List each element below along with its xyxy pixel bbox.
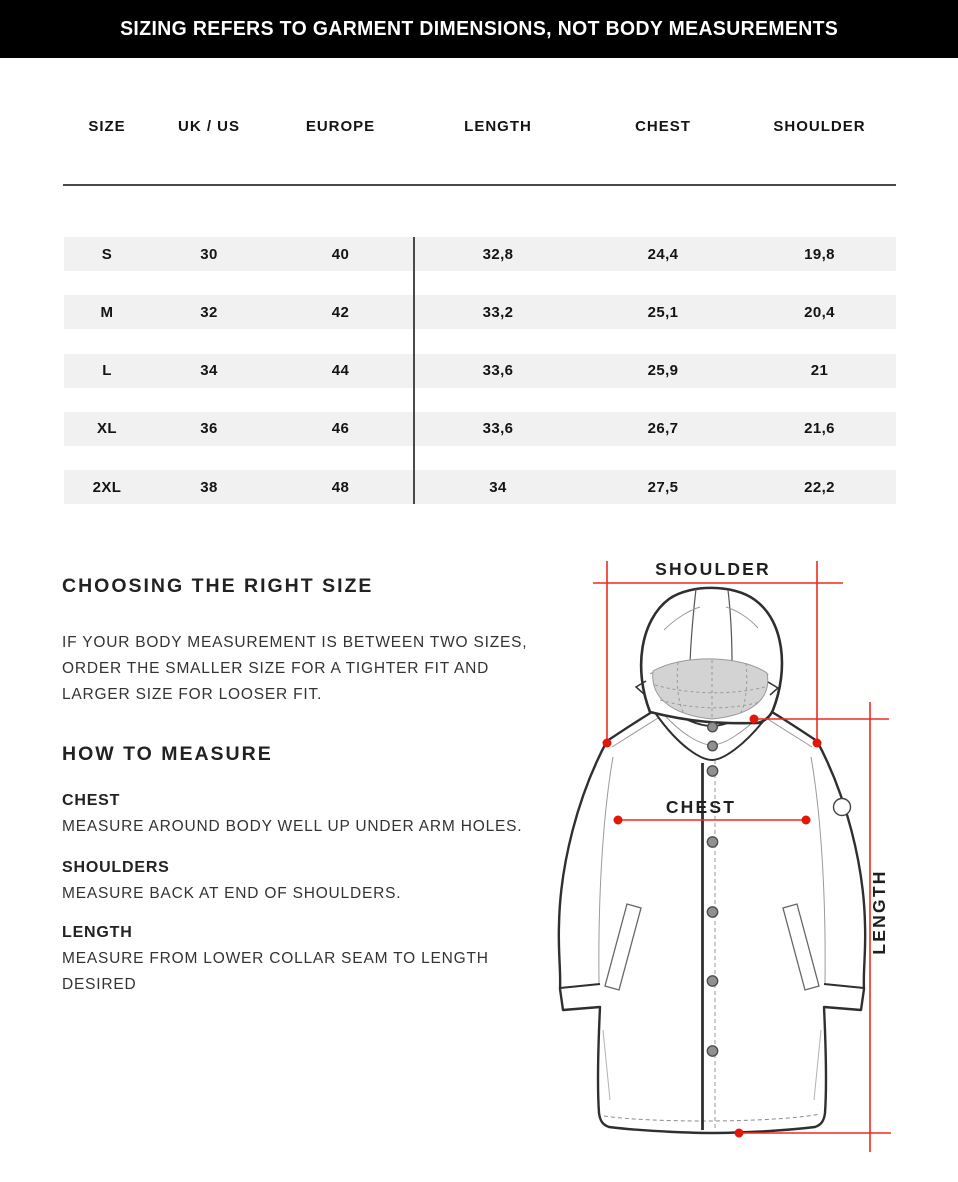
table-cell: 36: [200, 420, 218, 438]
measure-item-shoulders-label: SHOULDERS: [62, 859, 170, 876]
table-cell: 25,9: [647, 362, 679, 380]
table-cell: 33,6: [482, 420, 514, 438]
column-header-size: SIZE: [88, 117, 126, 135]
table-cell: 46: [331, 420, 350, 438]
chest-measure-label: CHEST: [665, 797, 737, 817]
measure-item-length-text: [62, 946, 489, 998]
table-row-l: [64, 354, 896, 388]
garment-diagram: [540, 550, 958, 1182]
table-cell: 33,6: [482, 362, 514, 380]
measure-item-shoulders-text: MEASURE BACK AT END OF SHOULDERS.: [62, 885, 402, 902]
table-cell: 40: [331, 245, 350, 263]
table-cell: 32,8: [482, 245, 514, 263]
table-row-m: [64, 295, 896, 329]
table-cell: 20,4: [804, 303, 835, 321]
table-cell: S: [101, 245, 113, 263]
table-cell: 38: [200, 478, 218, 496]
table-cell: 30: [200, 245, 218, 263]
banner-text: SIZING REFERS TO GARMENT DIMENSIONS, NOT BODY MEASUREMENTS: [119, 17, 839, 40]
choosing-size-paragraph: [62, 630, 527, 708]
column-header-europe: EUROPE: [305, 117, 376, 135]
measure-item-chest-label: CHEST: [62, 792, 121, 809]
table-row-s: [64, 237, 896, 271]
table-cell: 21: [810, 362, 829, 380]
column-header-length: LENGTH: [464, 117, 532, 135]
measure-item-chest-text: MEASURE AROUND BODY WELL UP UNDER ARM HOLES.: [62, 818, 523, 835]
size-table-body: [64, 237, 896, 528]
table-cell: 21,6: [804, 420, 835, 438]
table-cell: 19,8: [804, 245, 835, 263]
coat-drawing: [559, 588, 865, 1133]
column-header-ukus: UK / US: [177, 117, 240, 135]
table-cell: 44: [331, 362, 350, 380]
table-row-xl: [64, 412, 896, 446]
paragraph-line: MEASURE FROM LOWER COLLAR SEAM TO LENGTH: [62, 950, 489, 967]
choosing-size-title: CHOOSING THE RIGHT SIZE: [62, 575, 374, 597]
measure-item-length-label: LENGTH: [62, 924, 133, 941]
header-rule: [63, 184, 896, 186]
table-cell: 22,2: [804, 478, 835, 496]
table-cell: 34: [489, 478, 507, 496]
table-row-2xl: [64, 470, 896, 504]
table-cell: 33,2: [482, 303, 514, 321]
table-cell: 32: [200, 303, 218, 321]
table-cell: 26,7: [647, 420, 679, 438]
hood: [636, 588, 782, 723]
length-measure-label: LENGTH: [869, 869, 889, 955]
table-cell: 25,1: [647, 303, 679, 321]
column-header-chest: CHEST: [635, 117, 691, 135]
table-cell: 24,4: [647, 245, 679, 263]
table-cell: 42: [331, 303, 350, 321]
paragraph-line: IF YOUR BODY MEASUREMENT IS BETWEEN TWO SIZES,: [62, 634, 528, 651]
column-header-shoulder: SHOULDER: [773, 117, 866, 135]
table-cell: 48: [331, 478, 350, 496]
sleeve-patch: [834, 799, 851, 816]
table-cell: M: [100, 303, 114, 321]
table-cell: 34: [200, 362, 218, 380]
table-cell: L: [102, 362, 112, 380]
how-to-measure-title: HOW TO MEASURE: [62, 743, 273, 765]
table-cell: 27,5: [647, 478, 679, 496]
paragraph-line: DESIRED: [62, 976, 137, 993]
shoulder-measure-label: SHOULDER: [655, 559, 771, 579]
paragraph-line: LARGER SIZE FOR LOOSER FIT.: [62, 686, 323, 703]
table-cell: XL: [97, 420, 117, 438]
table-cell: 2XL: [92, 478, 122, 496]
paragraph-line: ORDER THE SMALLER SIZE FOR A TIGHTER FIT AND: [62, 660, 490, 677]
banner: [0, 0, 958, 58]
table-column-divider: [413, 237, 415, 504]
size-table-header: [64, 112, 896, 140]
